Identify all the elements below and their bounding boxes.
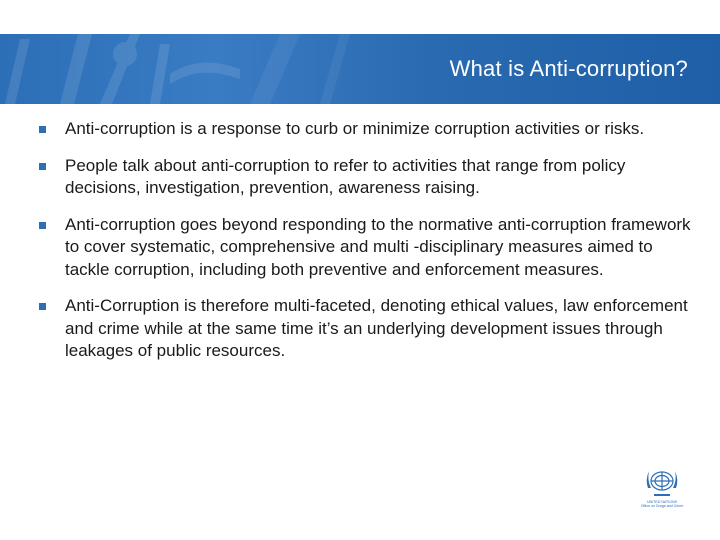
bullet-text: People talk about anti-corruption to refer to activities that range from policy decisions, investigation, prevention, awareness raising. [65, 155, 626, 197]
page-title: What is Anti-corruption? [449, 56, 688, 81]
bullet-text: Anti-Corruption is therefore multi-faceted, denoting ethical values, law enforcement and crime while at the same time it’s an underlying development issues through leakages of public resources. [65, 296, 688, 360]
square-bullet-icon [39, 126, 46, 133]
bullet-text: Anti-corruption goes beyond responding to the normative anti-corruption framework to cover systematic, comprehensive and multi -disciplinary measures aimed to tackle corruption, including both preventive and enforcement measures. [65, 214, 691, 279]
square-bullet-icon [39, 222, 46, 229]
bullet-text: Anti-corruption is a response to curb or minimize corruption activities or risks. [65, 119, 645, 138]
list-item [38, 155, 698, 200]
un-emblem-icon [632, 464, 692, 500]
unodc-logo [632, 464, 692, 514]
square-bullet-icon [39, 163, 46, 170]
list-item [38, 214, 698, 282]
list-item [38, 118, 698, 141]
list-item [38, 295, 698, 363]
bullet-list [38, 118, 698, 377]
logo-caption: UNITED NATIONS Office on Drugs and Crime [640, 500, 684, 509]
square-bullet-icon [39, 303, 46, 310]
title-banner [0, 34, 720, 104]
